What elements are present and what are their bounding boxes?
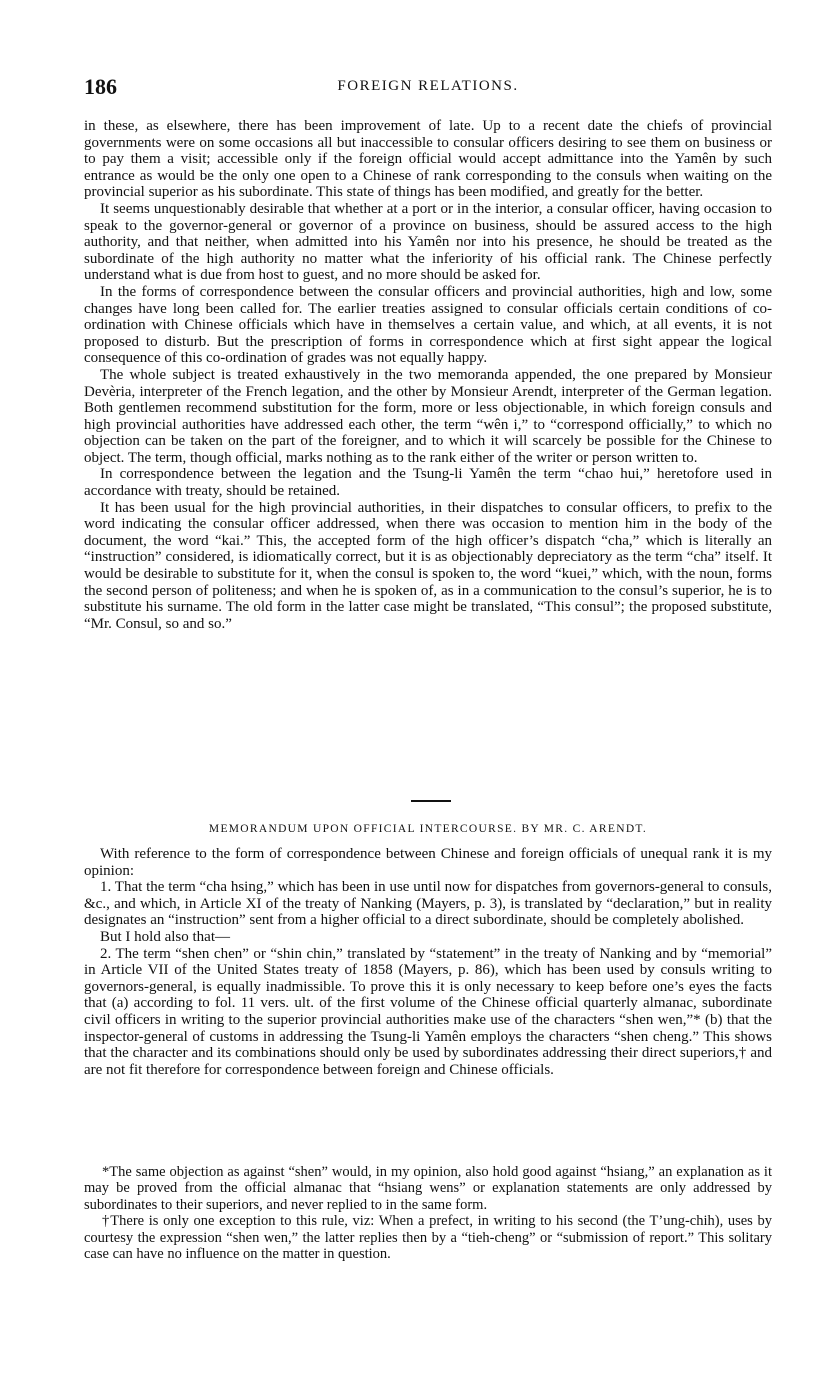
paragraph-5: In correspondence between the legation and the Tsung-li Yamên the term “chao hui,” heretofore used in accordance with treaty, should be retained. [84, 466, 772, 500]
memo-title: MEMORANDUM UPON OFFICIAL INTERCOURSE. BY MR. C. ARENDT. [208, 823, 648, 835]
paragraph-4: The whole subject is treated exhaustively in the two memoranda appended, the one prepared by Monsieur Devèria, interpreter of the French legation, and the other by Monsieur Arendt, interpreter of the German legation. Both gentlemen recommend substitution for the form, more or less objectionable, in which foreign consuls and high provincial authorities have addressed each other, the term “wên i,” to “correspond officially,” to which no objection can be taken on the part of the foreigner, and to which it will scarcely be possible for the Chinese to object. The term, though official, marks nothing as to the rank either of the writer or person written to. [84, 366, 772, 466]
footnote-1: *The same objection as against “shen” would, in my opinion, also hold good against “hsiang,” an explanation as it may be proved from the official almanac that “hsiang wens” or explanation statements are only addressed by subordinates to their superiors, and never replied to in the same form. [84, 1164, 772, 1213]
paragraph-6: It has been usual for the high provincial authorities, in their dispatches to consular officers, to prefix to the word indicating the consular officer addressed, when there was occasion to mention him in the body of the document, the word “kai.” This, the accepted form of the high officer’s dispatch “cha,” which is literally an “instruction” considered, is idiomatically correct, but it is as objectionably depreciatory as the term “cha” itself. It would be desirable to substitute for it, when the consul is spoken to, the word “kuei,” which, with the noun, forms the second person of politeness; and when he is spoken of, as in a communication to the consul’s superior, he is to substitute his surname. The old form in the latter case might be translated, “This consul”; the proposed substitute, “Mr. Consul, so and so.” [84, 499, 772, 632]
running-title: FOREIGN RELATIONS. [337, 78, 519, 94]
footnote-2: †There is only one exception to this rule, viz: When a prefect, in writing to his second (the T’ung-chih), uses by courtesy the expression “shen wen,” the latter replies then by a “tieh-cheng” or “submission of report.” This solitary case can have no influence on the matter in question. [84, 1213, 772, 1263]
paragraph-3: In the forms of correspondence between the consular officers and provincial authorities, high and low, some changes have long been called for. The earlier treaties assigned to consular officials certain conditions of co-ordination with Chinese officials which have in themselves a certain value, and which, at all events, it is not proposed to disturb. But the prescription of forms in correspondence which at first sight appear the logical consequence of this co-ordination of grades was not equally happy. [84, 283, 772, 367]
paragraph-1: in these, as elsewhere, there has been improvement of late. Up to a recent date the chiefs of provincial governments were on some occasions all but inaccessible to consular officers desiring to see them on business or to pay them a visit; accessible only if the foreign official would accept admittance into the Yamên by such entrance as would be the only one open to a Chinese of rank corresponding to the consuls when waiting on the provincial superior as his subordinate. This state of things has been modified, and greatly for the better. [84, 118, 772, 201]
page-number: 186 [84, 74, 117, 99]
footnotes [84, 1164, 772, 1262]
paragraph-2: It seems unquestionably desirable that whether at a port or in the interior, a consular officer, having occasion to speak to the governor-general or governor of a province on business, should be assured access to the high authority, and that neither, when admitted into his Yamên nor into his presence, he should be treated as the subordinate of the high authority no matter what the inferiority of his official rank. The Chinese perfectly understand what is due from host to guest, and no more should be asked for. [84, 200, 772, 284]
memo-paragraph-1: With reference to the form of correspondence between Chinese and foreign officials of unequal rank it is my opinion: [84, 846, 772, 879]
page-header [84, 74, 772, 100]
memo-text [84, 846, 772, 1078]
memo-paragraph-2: 1. That the term “cha hsing,” which has been in use until now for dispatches from governors-general to consuls, &c., and which, in Article XI of the treaty of Nanking (Mayers, p. 3), is translated by “declaration,” but in reality designates an “instruction” sent from a higher official to a direct subordinate, should be completely abolished. [84, 879, 772, 929]
memo-paragraph-4: 2. The term “shen chen” or “shin chin,” translated by “statement” in the treaty of Nanking and by “memorial” in Article VII of the United States treaty of 1858 (Mayers, p. 86), which has been used by consuls writing to governors-general, is equally inadmissible. To prove this it is only necessary to keep before one’s eyes the facts that (a) according to fol. 11 vers. ult. of the first volume of the Chinese official quarterly almanac, subordinate civil officers in writing to the superior provincial authorities make use of the characters “shen wen,”* (b) that the inspector-general of customs in addressing the Tsung-li Yamên employs the characters “shen cheng.” This shows that the character and its combinations should only be used by subordinates addressing their direct superiors,† and are not fit therefore for correspondence between foreign and Chinese officials. [84, 945, 772, 1078]
main-text [84, 118, 772, 632]
section-divider [411, 800, 451, 802]
memo-paragraph-3: But I hold also that— [100, 928, 230, 945]
